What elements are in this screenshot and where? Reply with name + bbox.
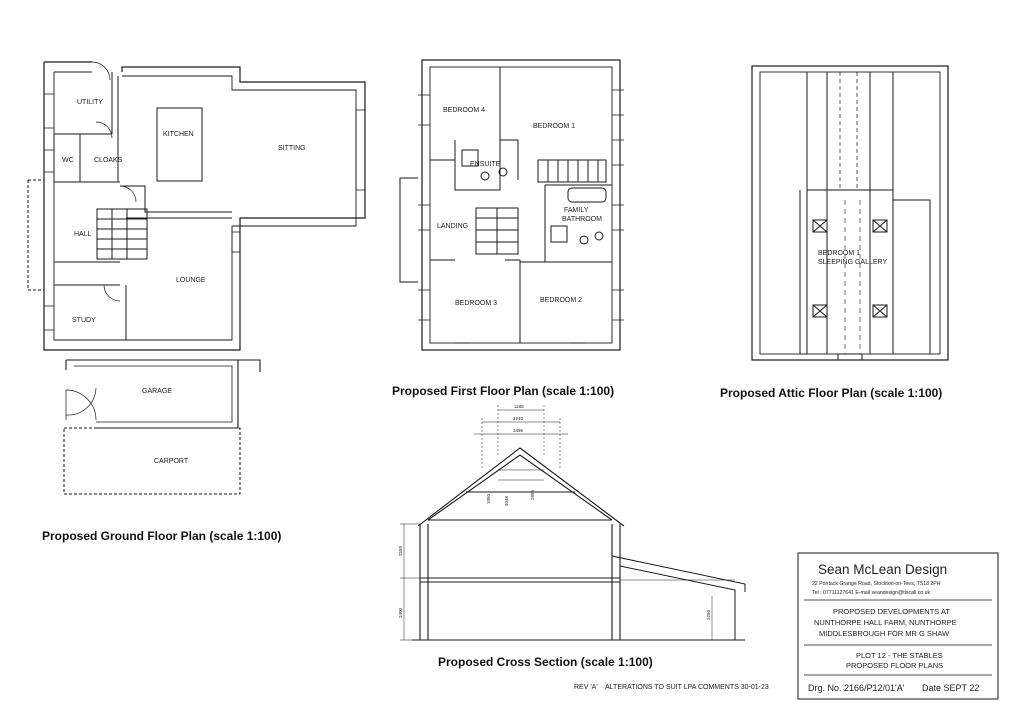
- dim-3456: 3456: [513, 428, 524, 433]
- dim-2895: 2895: [530, 489, 535, 500]
- attic-floor-title: Proposed Attic Floor Plan (scale 1:100): [720, 386, 943, 400]
- room-family: FAMILY: [564, 207, 589, 214]
- room-bedroom4: BEDROOM 4: [443, 107, 486, 114]
- room-ensuite: ENSUITE: [470, 161, 501, 168]
- room-bathroom: BATHROOM: [562, 216, 602, 223]
- room-attic-bedroom1: BEDROOM 1: [818, 250, 861, 257]
- project-line-2: NUNTHORPE HALL FARM, NUNTHORPE: [814, 618, 957, 627]
- project-line-1: PROPOSED DEVELOPMENTS AT: [833, 607, 950, 616]
- room-attic-gallery: SLEEPING GALLERY: [818, 259, 888, 266]
- room-carport: CARPORT: [154, 458, 189, 465]
- company-name: Sean McLean Design: [818, 562, 948, 577]
- room-lounge: LOUNGE: [176, 277, 206, 284]
- room-kitchen: KITCHEN: [163, 131, 194, 138]
- ground-floor-title: Proposed Ground Floor Plan (scale 1:100): [42, 529, 282, 543]
- room-bedroom1: BEDROOM 1: [533, 123, 576, 130]
- first-floor-title: Proposed First Floor Plan (scale 1:100): [392, 384, 615, 398]
- company-contact: Tel : 07711127641 E-mail seandesign@tiscali.co.uk: [812, 590, 931, 596]
- plot-line-2: PROPOSED FLOOR PLANS: [846, 661, 944, 670]
- drawing-number: Drg. No. 2166/P12/01'A': [808, 683, 905, 693]
- dim-2400: 2400: [398, 607, 403, 618]
- project-line-3: MIDDLESBROUGH FOR MR G SHAW: [819, 629, 950, 638]
- dim-4048: 4048: [504, 495, 509, 506]
- revision-label: REV 'A': [574, 684, 598, 691]
- plot-line-1: PLOT 12 - THE STABLES: [856, 651, 943, 660]
- dim-1050: 1050: [486, 493, 491, 504]
- room-wc: WC: [62, 157, 74, 164]
- dim-1188: 1188: [514, 404, 524, 409]
- section-title: Proposed Cross Section (scale 1:100): [438, 655, 653, 669]
- room-study: STUDY: [72, 317, 96, 324]
- room-bedroom3: BEDROOM 3: [455, 300, 498, 307]
- dim-3240: 3240: [513, 416, 524, 421]
- revision-note: ALTERATIONS TO SUIT LPA COMMENTS 30-01-23: [605, 684, 769, 691]
- room-cloaks: CLOAKS: [94, 157, 123, 164]
- company-address: 22 Pontack Grange Road, Stockton-on-Tees, TS18 2PH: [812, 581, 941, 587]
- room-landing: LANDING: [437, 223, 469, 230]
- dim-2250: 2250: [706, 609, 711, 620]
- room-garage: GARAGE: [142, 388, 172, 395]
- room-sitting: SITTING: [278, 145, 306, 152]
- drawing-date: Date SEPT 22: [922, 683, 980, 693]
- room-hall: HALL: [74, 231, 92, 238]
- room-utility: UTILITY: [77, 99, 104, 106]
- dim-2550: 2550: [398, 545, 403, 556]
- room-bedroom2: BEDROOM 2: [540, 297, 583, 304]
